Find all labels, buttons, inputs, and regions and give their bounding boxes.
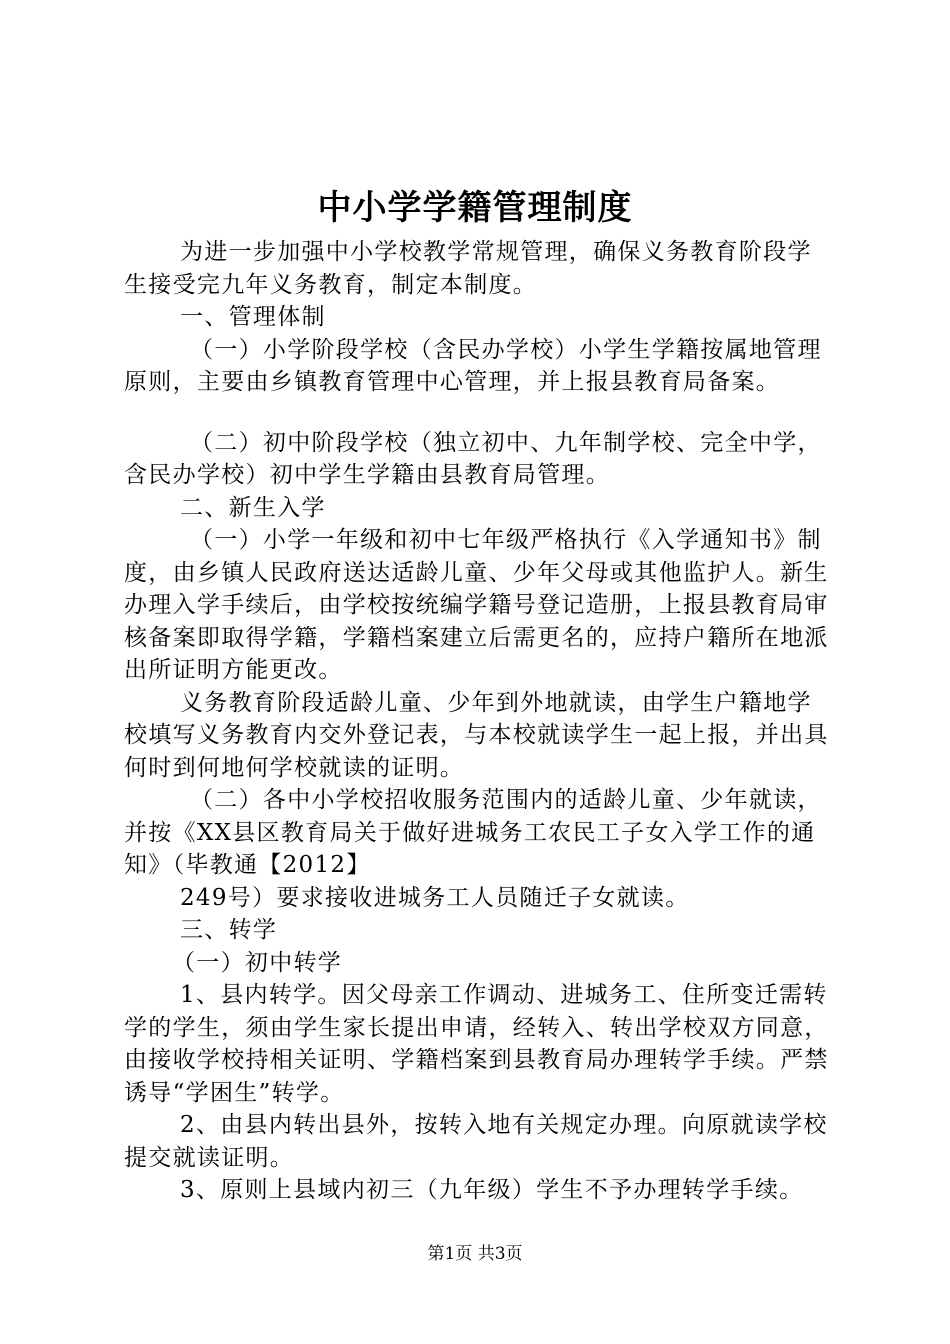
paragraph-transfer-out-county: 2、由县内转出县外，按转入地有关规定办理。向原就读学校提交就读证明。 [124, 1112, 828, 1171]
section-heading-management: 一、管理体制 [180, 304, 326, 330]
document-body [124, 236, 836, 1207]
paragraph-intro: 为进一步加强中小学校教学常规管理，确保义务教育阶段学生接受完九年义务教育，制定本制度。 [124, 239, 812, 298]
paragraph-gap [124, 399, 836, 427]
paragraph-migrant-children: （二）各中小学校招收服务范围内的适龄儿童、少年就读，并按《XX县区教育局关于做好进城务工农民工子女入学工作的通知》（毕教通【2012】 [124, 787, 822, 878]
page-number: 第1页 共3页 [427, 1244, 523, 1264]
subsection-heading-middle-transfer: （一）初中转学 [172, 949, 343, 976]
section-heading-transfer: 三、转学 [180, 917, 278, 943]
document-title: 中小学学籍管理制度 [317, 188, 633, 228]
paragraph-document-number: 249号）要求接收进城务工人员随迁子女就读。 [180, 884, 690, 911]
paragraph-transfer-in-county: 1、县内转学。因父母亲工作调动、进城务工、住所变迁需转学的学生，须由学生家长提出申请，经转入、转出学校双方同意，由接收学校持相关证明、学籍档案到县教育局办理转学手续。严禁诱导“学困生”转学。 [124, 982, 829, 1106]
paragraph-study-elsewhere: 义务教育阶段适龄儿童、少年到外地就读，由学生户籍地学校填写义务教育内交外登记表，与本校就读学生一起上报，并出具何时到何地何学校就读的证明。 [124, 689, 829, 781]
section-heading-enrollment: 二、新生入学 [180, 494, 326, 521]
paragraph-middle-school: （二）初中阶段学校（独立初中、九年制学校、完全中学，含民办学校）初中学生学籍由县教育局管理。 [124, 429, 822, 488]
paragraph-grade-nine-rule: 3、原则上县域内初三（九年级）学生不予办理转学手续。 [180, 1177, 804, 1203]
paragraph-enrollment-notice: （一）小学一年级和初中七年级严格执行《入学通知书》制度，由乡镇人民政府送达适龄儿童、少年父母或其他监护人。新生办理入学手续后，由学校按统编学籍号登记造册，上报县教育局审核备案即取得学籍，学籍档案建立后需更名的，应持户籍所在地派出所证明方能更改。 [124, 527, 829, 683]
paragraph-primary-school: （一）小学阶段学校（含民办学校）小学生学籍按属地管理原则，主要由乡镇教育管理中心管理，并上报县教育局备案。 [124, 336, 822, 395]
